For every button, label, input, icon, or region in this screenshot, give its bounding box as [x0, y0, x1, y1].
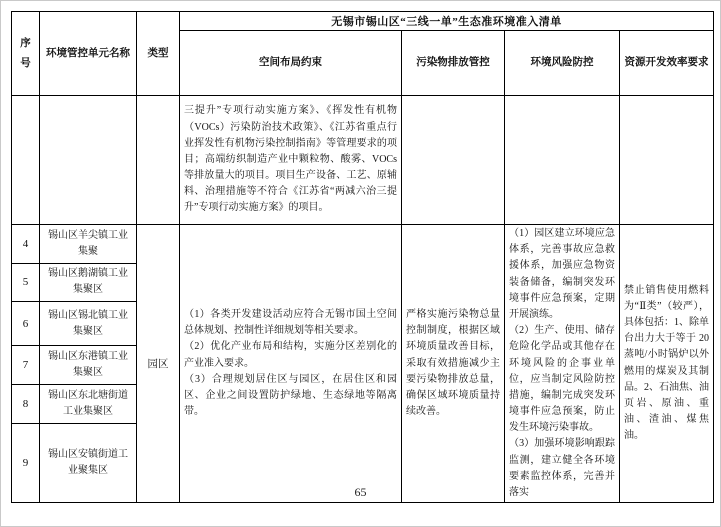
- risk-item: （1）园区建立环境应急体系，完善事故应急救援体系，加强应急物资装备储备，编制突发环境事件应急预案，定期开展演练。: [509, 228, 615, 320]
- header-title-row: [12, 12, 714, 31]
- carryover-risk-cell: [505, 96, 620, 225]
- unit-name: 锡山区鹅湖镇工业集聚区: [40, 263, 137, 302]
- carryover-spatial-cell: [180, 96, 402, 225]
- unit-serial: 8: [12, 385, 40, 424]
- resource-text: 禁止销售使用燃料为“Ⅱ类”（较严），具体包括：1、除单台出力大于等于 20 蒸吨/小时锅炉以外燃用的煤炭及其制品。2、石油焦、油页岩、原油、重油、渣油、煤焦油。: [624, 284, 709, 442]
- col-header-pollutant: 污染物排放管控: [402, 31, 505, 96]
- carryover-unit-name-cell: [40, 96, 137, 225]
- group-risk-cell: [505, 225, 620, 503]
- unit-serial: 5: [12, 263, 40, 302]
- risk-item: （3）加强环境影响跟踪监测，建立健全各环境要素监控体系，完善并落实: [509, 438, 615, 498]
- group-pollutant-cell: [402, 225, 505, 503]
- group-spatial-cell: [180, 225, 402, 503]
- carryover-pollutant-cell: [402, 96, 505, 225]
- carryover-resource-cell: [620, 96, 714, 225]
- table-row: [12, 225, 714, 264]
- list-title: 无锡市锡山区“三线一单”生态准环境准入清单: [180, 12, 714, 31]
- unit-name: 锡山区安镇街道工业聚集区: [40, 423, 137, 503]
- carryover-serial-cell: [12, 96, 40, 225]
- unit-name: 锡山区东港镇工业集聚区: [40, 346, 137, 385]
- carryover-spatial-text: 三提升”专项行动实施方案》、《挥发性有机物（VOCs）污染防治技术政策》、《江苏省重点行业挥发性有机物污染控制指南》等管理要求的项目；高端纺织制造产业中颗粒物、酸雾、VOCs等排放量大的项目。项目生产设备、工艺、原辅料、治理措施等不符合《江苏省“两减六治三提升”专项行动实施方案》的项目。: [184, 105, 397, 214]
- spatial-item: （2）优化产业布局和结构，实施分区差别化的产业准入要求。: [184, 341, 397, 369]
- carryover-type-cell: [137, 96, 180, 225]
- spatial-item: （3）合理规划居住区与园区，在居住区和园区、企业之间设置防护绿地、生态绿地等隔离带。: [184, 373, 397, 418]
- unit-name: 锡山区锡北镇工业集聚区: [40, 302, 137, 346]
- group-resource-cell: [620, 225, 714, 503]
- unit-name: 锡山区羊尖镇工业集聚: [40, 225, 137, 264]
- col-header-serial: 序号: [12, 12, 40, 96]
- col-header-type: 类型: [137, 12, 180, 96]
- unit-serial: 9: [12, 423, 40, 503]
- environment-access-table: [11, 11, 714, 503]
- spatial-item: （1）各类开发建设活动应符合无锡市国土空间总体规划、控制性详细规划等相关要求。: [184, 308, 397, 337]
- col-header-spatial: 空间布局约束: [180, 31, 402, 96]
- unit-serial: 4: [12, 225, 40, 264]
- group-type-cell: 园区: [137, 225, 180, 503]
- page-number: 65: [354, 485, 367, 499]
- unit-serial: 6: [12, 302, 40, 346]
- unit-name: 锡山区东北塘街道工业集聚区: [40, 385, 137, 424]
- risk-item: （2）生产、使用、储存危险化学品或其他存在环境风险的企事业单位，应当制定风险防控措施，编制完成突发环境事件应急预案，防止发生环境污染事故。: [509, 325, 615, 434]
- carryover-row: [12, 96, 714, 225]
- col-header-unit-name: 环境管控单元名称: [40, 12, 137, 96]
- col-header-resource: 资源开发效率要求: [620, 31, 714, 96]
- unit-serial: 7: [12, 346, 40, 385]
- col-header-risk: 环境风险防控: [505, 31, 620, 96]
- pollutant-text: 严格实施污染物总量控制制度，根据区域环境质量改善目标，采取有效措施减少主要污染物排放总量，确保区域环境质量持续改善。: [406, 308, 500, 418]
